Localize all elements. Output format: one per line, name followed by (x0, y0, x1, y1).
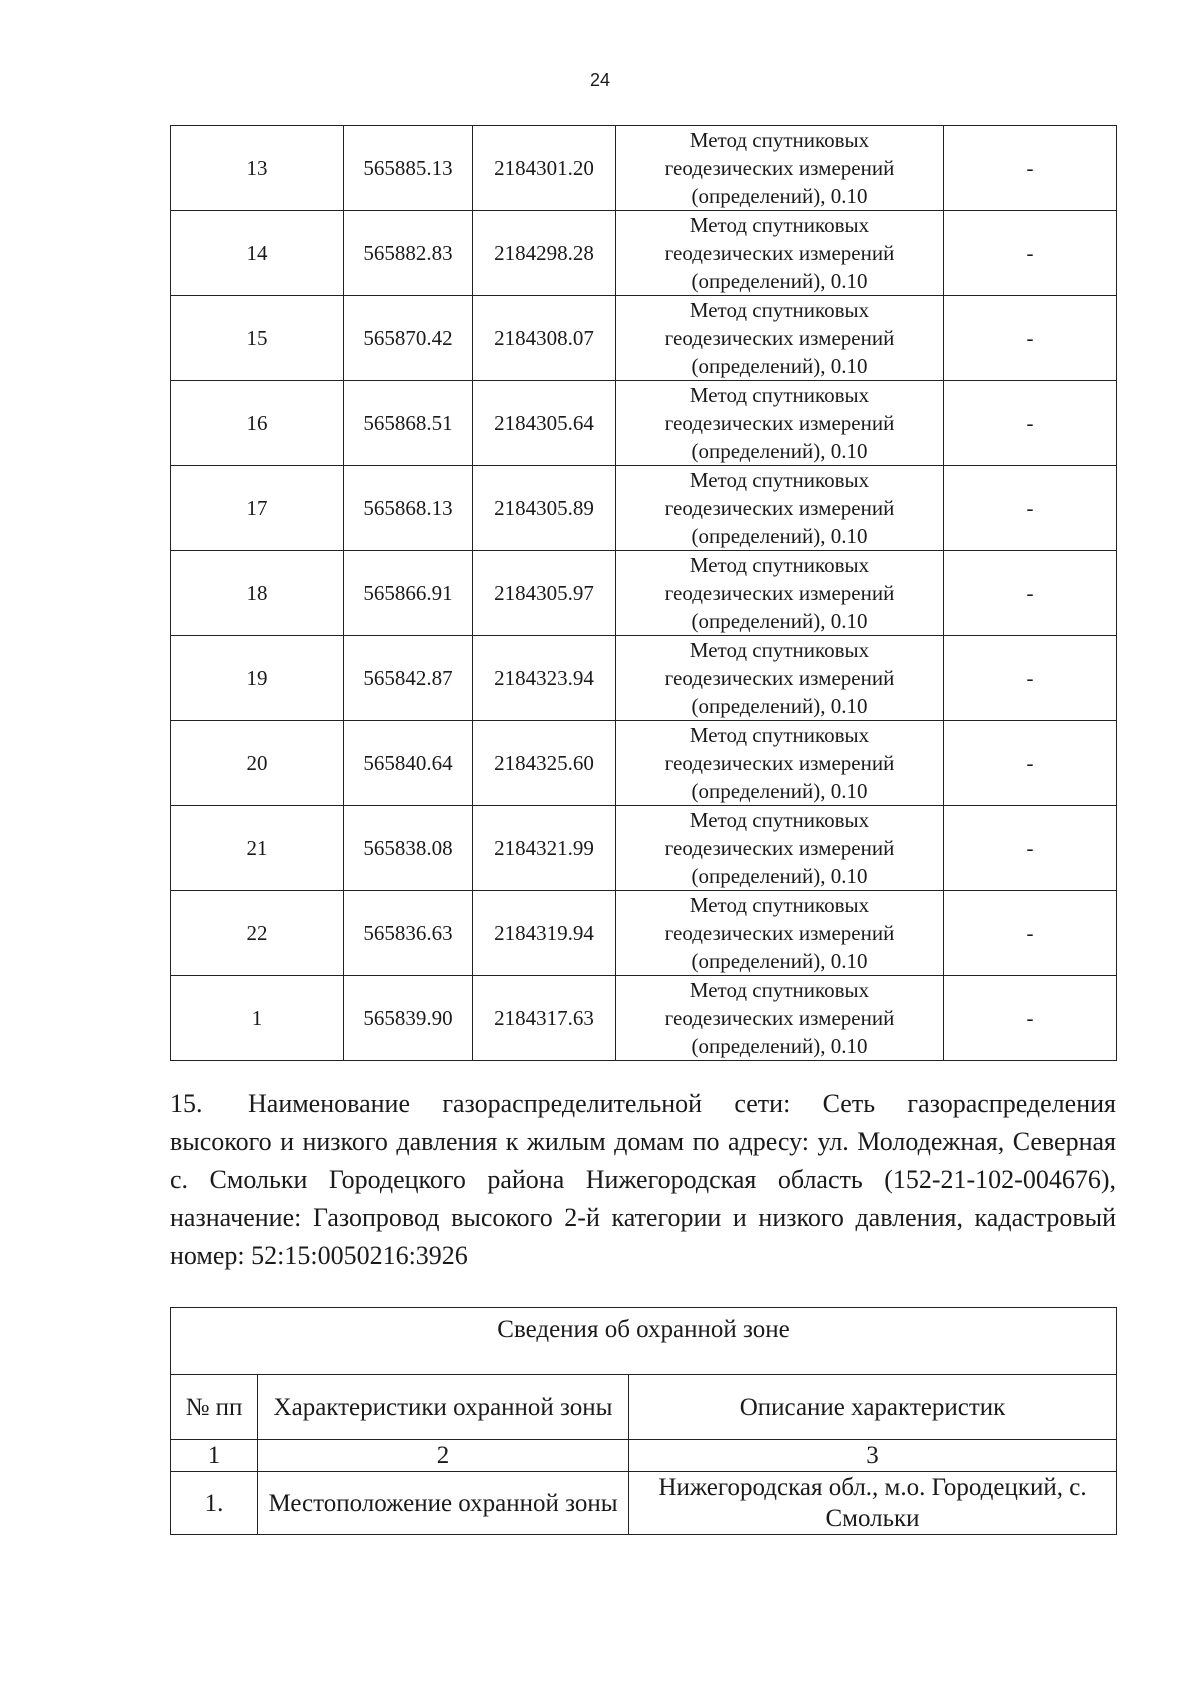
section-number: 15. (170, 1089, 203, 1118)
note-cell: - (944, 891, 1117, 976)
method-line: (определений), 0.10 (691, 354, 868, 378)
method-line: Метод спутниковых (689, 383, 870, 407)
method-line: геодезических измерений (664, 156, 895, 180)
point-number-cell: 19 (171, 636, 344, 721)
coordinate-row (171, 721, 1117, 806)
coordinate-row (171, 296, 1117, 381)
protection-zone-table (170, 1307, 1117, 1535)
point-number-cell: 16 (171, 381, 344, 466)
method-line: геодезических измерений (664, 836, 895, 860)
x-coordinate-cell: 565839.90 (344, 976, 473, 1061)
note-cell: - (944, 381, 1117, 466)
x-coordinate-cell: 565838.08 (344, 806, 473, 891)
coordinate-row (171, 891, 1117, 976)
point-number-cell: 22 (171, 891, 344, 976)
x-coordinate-cell: 565866.91 (344, 551, 473, 636)
zone-header-number: № пп (171, 1375, 258, 1440)
y-coordinate-cell: 2184305.97 (473, 551, 616, 636)
method-line: (определений), 0.10 (691, 184, 868, 208)
point-number-cell: 15 (171, 296, 344, 381)
note-cell: - (944, 806, 1117, 891)
coordinate-row (171, 976, 1117, 1061)
method-cell (616, 211, 944, 296)
note-cell: - (944, 126, 1117, 211)
note-cell: - (944, 551, 1117, 636)
coordinate-row (171, 636, 1117, 721)
y-coordinate-cell: 2184321.99 (473, 806, 616, 891)
zone-header-description: Описание характеристик (629, 1375, 1117, 1440)
zone-index-cell: 2 (258, 1440, 629, 1472)
zone-index-cell: 3 (629, 1440, 1117, 1472)
method-cell (616, 466, 944, 551)
coordinate-row (171, 381, 1117, 466)
method-line: геодезических измерений (664, 666, 895, 690)
coordinates-table (170, 125, 1117, 1061)
method-line: (определений), 0.10 (691, 1034, 868, 1058)
coordinate-row (171, 551, 1117, 636)
y-coordinate-cell: 2184305.64 (473, 381, 616, 466)
note-cell: - (944, 976, 1117, 1061)
x-coordinate-cell: 565842.87 (344, 636, 473, 721)
zone-header-characteristic: Характеристики охранной зоны (258, 1375, 629, 1440)
page-number: 24 (589, 70, 611, 90)
method-cell (616, 976, 944, 1061)
method-line: (определений), 0.10 (691, 694, 868, 718)
method-line: (определений), 0.10 (691, 949, 868, 973)
note-cell: - (944, 721, 1117, 806)
section-text: Наименование газораспределительной сети: Сеть газораспределения высокого и низкого давления к жилым домам по адресу: ул. Молодежная, Северная с. Смольки Городецкого района Нижегородская область (152-21-102-004676), назначение: Газопровод высокого 2-й категории и низкого давления, кадастровый номер: 52:15:0050216:3926 (170, 1089, 1116, 1270)
y-coordinate-cell: 2184305.89 (473, 466, 616, 551)
y-coordinate-cell: 2184325.60 (473, 721, 616, 806)
x-coordinate-cell: 565868.13 (344, 466, 473, 551)
coordinate-row (171, 211, 1117, 296)
method-line: Метод спутниковых (689, 553, 870, 577)
zone-index-cell: 1 (171, 1440, 258, 1472)
point-number-cell: 20 (171, 721, 344, 806)
coordinate-row (171, 806, 1117, 891)
point-number-cell: 1 (171, 976, 344, 1061)
method-line: геодезических измерений (664, 581, 895, 605)
method-cell (616, 891, 944, 976)
y-coordinate-cell: 2184298.28 (473, 211, 616, 296)
zone-table-title: Сведения об охранной зоне (171, 1308, 1117, 1375)
x-coordinate-cell: 565840.64 (344, 721, 473, 806)
method-line: Метод спутниковых (689, 213, 870, 237)
y-coordinate-cell: 2184319.94 (473, 891, 616, 976)
note-cell: - (944, 296, 1117, 381)
method-line: геодезических измерений (664, 751, 895, 775)
method-cell (616, 381, 944, 466)
note-cell: - (944, 636, 1117, 721)
y-coordinate-cell: 2184323.94 (473, 636, 616, 721)
method-line: Метод спутниковых (689, 723, 870, 747)
method-cell (616, 806, 944, 891)
method-line: (определений), 0.10 (691, 609, 868, 633)
method-cell (616, 551, 944, 636)
method-line: геодезических измерений (664, 411, 895, 435)
method-line: Метод спутниковых (689, 808, 870, 832)
note-cell: - (944, 466, 1117, 551)
method-line: геодезических измерений (664, 496, 895, 520)
method-line: Метод спутниковых (689, 978, 870, 1002)
method-cell (616, 126, 944, 211)
x-coordinate-cell: 565870.42 (344, 296, 473, 381)
zone-row-description: Нижегородская обл., м.о. Городецкий, с. Смольки (629, 1472, 1117, 1535)
zone-row-characteristic: Местоположение охранной зоны (258, 1472, 629, 1535)
method-line: Метод спутниковых (689, 638, 870, 662)
y-coordinate-cell: 2184301.20 (473, 126, 616, 211)
point-number-cell: 17 (171, 466, 344, 551)
method-line: (определений), 0.10 (691, 439, 868, 463)
method-line: геодезических измерений (664, 921, 895, 945)
y-coordinate-cell: 2184317.63 (473, 976, 616, 1061)
method-line: геодезических измерений (664, 241, 895, 265)
method-cell (616, 296, 944, 381)
method-line: (определений), 0.10 (691, 269, 868, 293)
method-cell (616, 636, 944, 721)
coordinate-row (171, 126, 1117, 211)
x-coordinate-cell: 565885.13 (344, 126, 473, 211)
method-line: геодезических измерений (664, 1006, 895, 1030)
coordinate-row (171, 466, 1117, 551)
method-line: (определений), 0.10 (691, 524, 868, 548)
point-number-cell: 18 (171, 551, 344, 636)
method-cell (616, 721, 944, 806)
method-line: (определений), 0.10 (691, 864, 868, 888)
x-coordinate-cell: 565868.51 (344, 381, 473, 466)
method-line: Метод спутниковых (689, 128, 870, 152)
x-coordinate-cell: 565836.63 (344, 891, 473, 976)
method-line: Метод спутниковых (689, 893, 870, 917)
note-cell: - (944, 211, 1117, 296)
x-coordinate-cell: 565882.83 (344, 211, 473, 296)
y-coordinate-cell: 2184308.07 (473, 296, 616, 381)
point-number-cell: 21 (171, 806, 344, 891)
method-line: Метод спутниковых (689, 298, 870, 322)
method-line: геодезических измерений (664, 326, 895, 350)
point-number-cell: 14 (171, 211, 344, 296)
method-line: Метод спутниковых (689, 468, 870, 492)
section-paragraph (170, 1085, 1116, 1275)
zone-row-number: 1. (171, 1472, 258, 1535)
point-number-cell: 13 (171, 126, 344, 211)
method-line: (определений), 0.10 (691, 779, 868, 803)
